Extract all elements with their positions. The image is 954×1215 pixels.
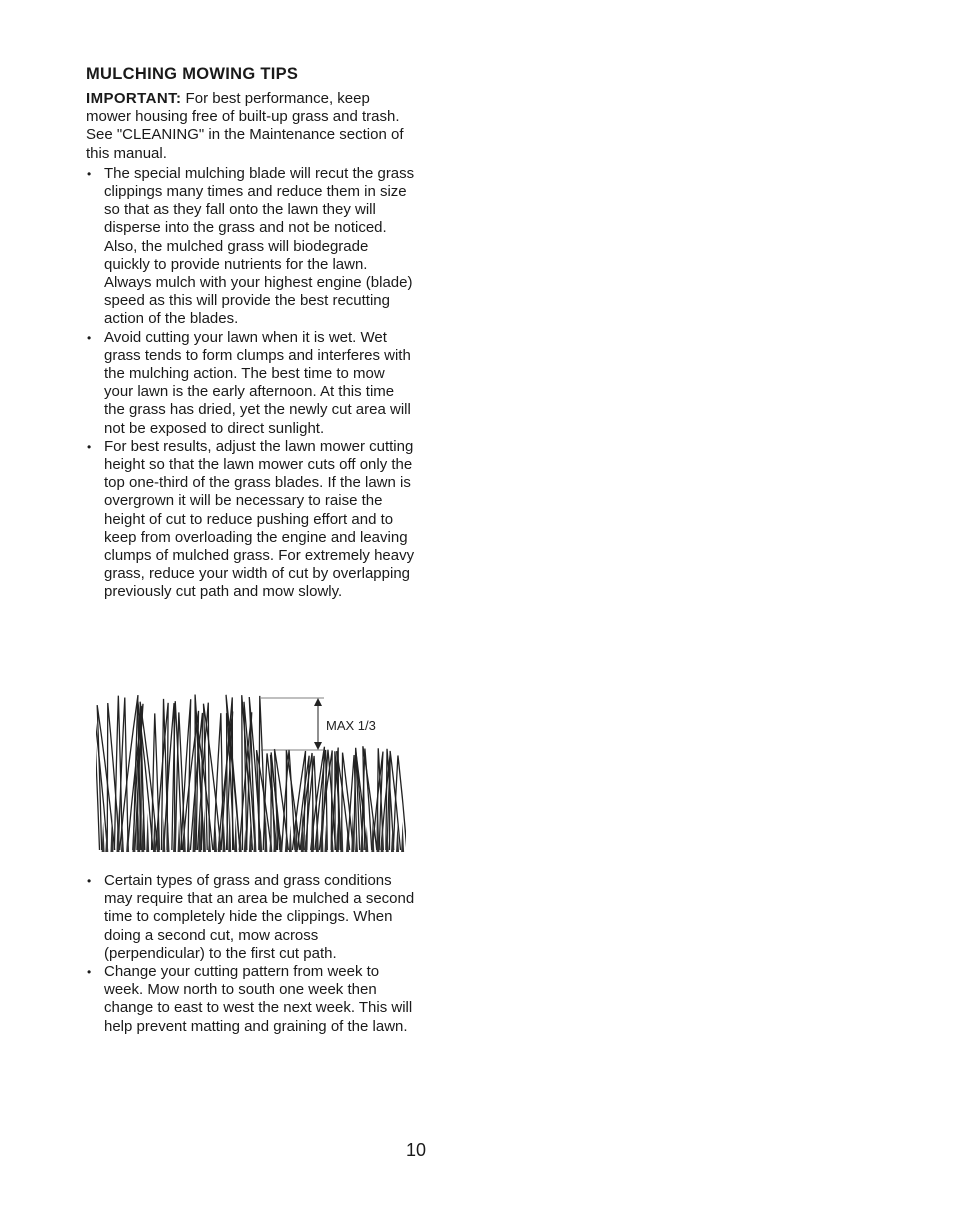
grass-shadow xyxy=(234,816,237,852)
tall-grass-blades xyxy=(96,695,266,850)
tips-list-bottom xyxy=(86,872,416,1036)
grass-shadow xyxy=(355,827,358,852)
bullet-icon: • xyxy=(87,439,92,454)
list-item: • Certain types of grass and grass conditions may require that an area be mulched a second time to completely hide the clippings. When doing a second cut, mow across (perpendicular) to the first cut path. xyxy=(87,872,415,962)
list-item: • The special mulching blade will recut the grass clippings many times and reduce them in size so that as they fall onto the lawn they will disperse into the grass and not be noticed. Also, the mulched grass will biodegrade quickly to provide nutrients for the lawn. Always mulch with your highest engine (blade) speed as this will provide the best recutting action of the blades. xyxy=(87,164,415,328)
grass-blade xyxy=(363,746,377,850)
list-item: • Avoid cutting your lawn when it is wet. Wet grass tends to form clumps and interferes with the mulching action. The best time to mow your lawn is the early afternoon. At this time the grass has dried, yet the newly cut area will not be exposed to direct sunlight. xyxy=(87,328,411,437)
grass-shadow xyxy=(401,822,404,852)
list-item: • Change your cutting pattern from week to week. Mow north to south one week then change to east to west the next week. This will help prevent matting and graining of the lawn. xyxy=(87,963,413,1035)
bullet-icon: • xyxy=(87,330,92,345)
max-one-third-label: MAX 1/3 xyxy=(326,718,376,733)
arrow-up-icon xyxy=(314,698,322,706)
text-column-bottom xyxy=(86,870,416,1036)
grass-blade xyxy=(118,697,128,850)
grass-blade xyxy=(298,756,310,850)
grass-blade xyxy=(203,704,221,850)
grass-shadow xyxy=(289,825,292,852)
arrow-down-icon xyxy=(314,742,322,750)
grass-shadow xyxy=(178,818,181,852)
important-note xyxy=(86,90,416,163)
bullet-icon: • xyxy=(87,874,92,888)
important-text: For best performance, keep mower housing free of built-up grass and trash. See "CLEANING" in the Maintenance section of this manual. xyxy=(86,90,404,162)
bullet-icon: • xyxy=(87,166,92,181)
short-grass-blades xyxy=(257,746,406,850)
grass-shadow xyxy=(228,805,231,852)
grass-illustration-svg xyxy=(96,690,406,856)
bullet-icon: • xyxy=(87,965,92,980)
list-item: • For best results, adjust the lawn mower cutting height so that the lawn mower cuts off only the top one-third of the grass blades. If the lawn is overgrown it will be necessary to raise the height of cut to reduce pushing effort and to keep from overloading the engine and leaving clumps of mulched grass. For extremely heavy grass, reduce your width of cut by overlapping previously cut path and mow slowly. xyxy=(87,437,415,601)
grass-blade xyxy=(244,702,255,850)
grass-shadow xyxy=(146,813,149,852)
section-heading: MULCHING MOWING TIPS xyxy=(86,65,299,83)
grass-height-illustration xyxy=(96,690,406,856)
grass-shadow xyxy=(187,830,190,852)
grass-blade xyxy=(138,701,153,850)
grass-shadow xyxy=(102,822,105,852)
important-label: IMPORTANT: xyxy=(86,90,182,107)
page-number: 10 xyxy=(406,1140,427,1160)
grass-shadow xyxy=(208,831,211,852)
tips-list-top xyxy=(86,165,416,602)
text-column-top xyxy=(86,64,416,602)
